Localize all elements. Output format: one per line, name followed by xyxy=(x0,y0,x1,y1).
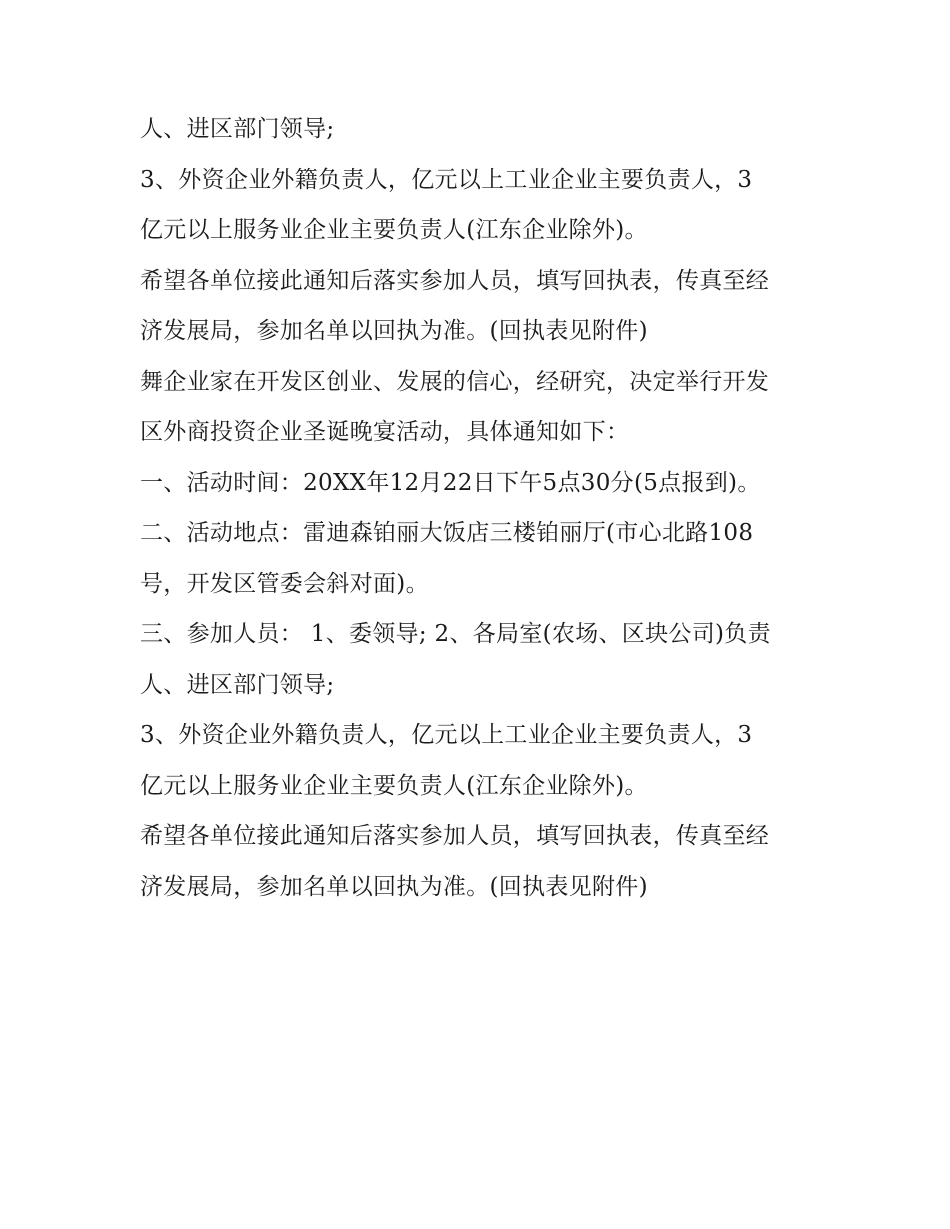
text-line: 三、参加人员： 1、委领导; 2、各局室(农场、区块公司)负责 xyxy=(140,621,771,647)
text-line: 亿元以上服务业企业主要负责人(江东企业除外)。 xyxy=(140,772,648,799)
text-line: 人、进区部门领导; xyxy=(140,116,335,142)
text-line: 济发展局，参加名单以回执为准。(回执表见附件) xyxy=(140,873,648,900)
text-line: 希望各单位接此通知后落实参加人员，填写回执表，传真至经 xyxy=(140,267,770,294)
text-line: 舞企业家在开发区创业、发展的信心，经研究，决定举行开发 xyxy=(140,368,770,395)
text-line: 济发展局，参加名单以回执为准。(回执表见附件) xyxy=(140,318,648,344)
text-line: 号，开发区管委会斜对面)。 xyxy=(140,570,429,597)
text-line: 亿元以上服务业企业主要负责人(江东企业除外)。 xyxy=(140,217,648,243)
document-body xyxy=(140,104,830,912)
text-line: 希望各单位接此通知后落实参加人员，填写回执表，传真至经 xyxy=(140,823,770,849)
text-line: 一、活动时间：20XX年12月22日下午5点30分(5点报到)。 xyxy=(140,469,761,496)
text-line: 二、活动地点：雷迪森铂丽大饭店三楼铂丽厅(市心北路108 xyxy=(140,520,754,546)
text-line: 人、进区部门领导; xyxy=(140,671,335,698)
text-line: 3、外资企业外籍负责人，亿元以上工业企业主要负责人，3 xyxy=(140,722,753,748)
text-line: 3、外资企业外籍负责人，亿元以上工业企业主要负责人，3 xyxy=(140,166,753,193)
text-line: 区外商投资企业圣诞晚宴活动，具体通知如下： xyxy=(140,419,630,445)
